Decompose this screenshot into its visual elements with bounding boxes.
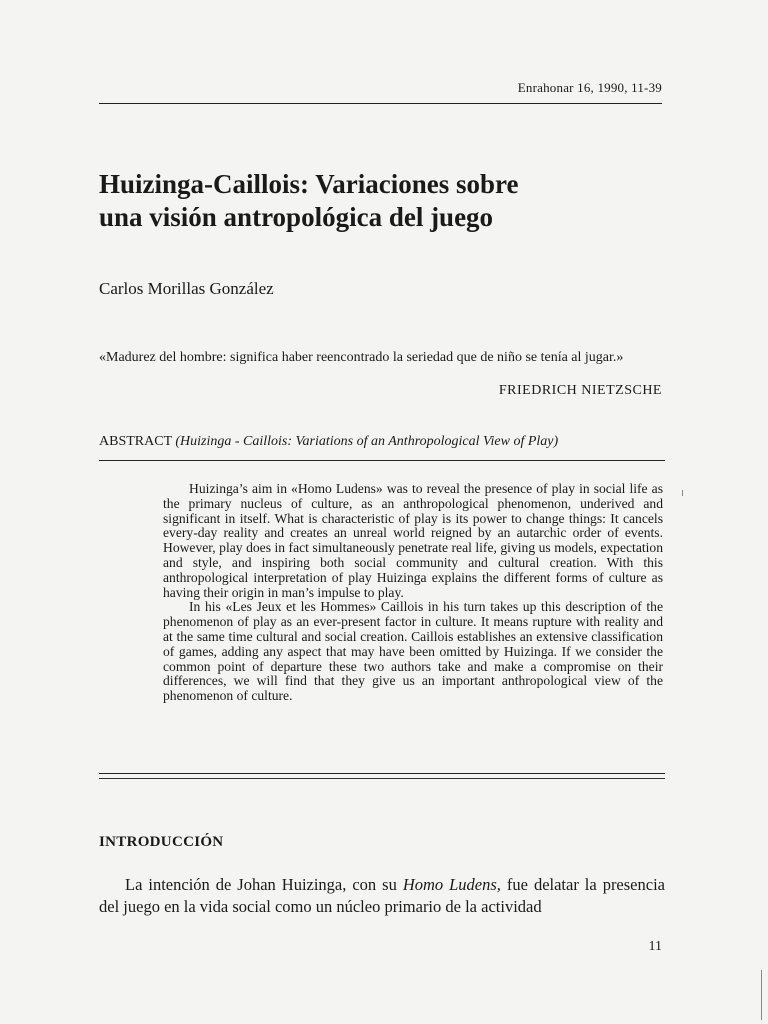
- article-author: Carlos Morillas González: [99, 279, 274, 298]
- abstract-subtitle: (Huizinga - Caillois: Variations of an Anthropological View of Play): [175, 434, 559, 449]
- abstract-bottom-rule-short: [99, 778, 665, 779]
- abstract-paragraph-2: In his «Les Jeux et les Hommes» Caillois in his turn takes up this description of the phenomenon of play as an ever-present factor in culture. It means rupture with reality and at the same time cultural and social creation. Caillois establishes an extensive classification of games, adding any aspect that may have been omitted by Huizinga. If we consider the common point of departure these two authors take and make a compromise on their differences, we will find that they give us an important anthropological view of the phenomenon of culture.: [163, 599, 663, 704]
- abstract-bottom-rule: [99, 773, 665, 774]
- abstract-heading: [99, 434, 669, 450]
- header-rule: [99, 103, 662, 104]
- abstract-paragraph-1: Huizinga’s aim in «Homo Ludens» was to reveal the presence of play in social life as the primary nucleus of culture, as an anthropological phenomenon, underived and significant in itself. What is characteristic of play is its power to change things: It cancels every-day reality and creates an unreal world reigned by an autarchic order of events. However, play does in fact simultaneously penetrate real life, giving us models, expectation and style, and inspiring both social community and cultural creation. With this anthropological interpretation of play Huizinga explains the different forms of culture as having their origin in man’s impulse to play.: [163, 481, 663, 600]
- abstract-label: ABSTRACT: [99, 434, 172, 449]
- section-heading-introduccion: INTRODUCCIÓN: [99, 834, 224, 850]
- epigraph-quote: «Madurez del hombre: significa haber reencontrado la seriedad que de niño se tenía al jugar.»: [99, 350, 624, 365]
- scan-dot-mark: [682, 490, 683, 496]
- scan-margin-mark: [761, 970, 762, 1020]
- page-number: 11: [648, 939, 662, 954]
- intro-italic-title: Homo Ludens,: [402, 875, 501, 894]
- intro-text-end: fue delatar la presencia del juego en la vida social como un núcleo primario de la actividad: [99, 875, 665, 916]
- abstract-top-rule: [99, 460, 665, 461]
- epigraph-attribution: FRIEDRICH NIETZSCHE: [498, 383, 662, 398]
- introduction-paragraph: [99, 874, 665, 918]
- intro-text-start: La intención de Johan Huizinga, con su: [125, 875, 403, 894]
- article-title: [99, 168, 659, 234]
- title-line-1: Huizinga-Caillois: Variaciones sobre: [99, 169, 519, 199]
- title-line-2: una visión antropológica del juego: [99, 202, 494, 232]
- journal-reference: Enrahonar 16, 1990, 11-39: [517, 80, 662, 95]
- introduction-body: [99, 874, 665, 918]
- abstract-body: [163, 482, 663, 704]
